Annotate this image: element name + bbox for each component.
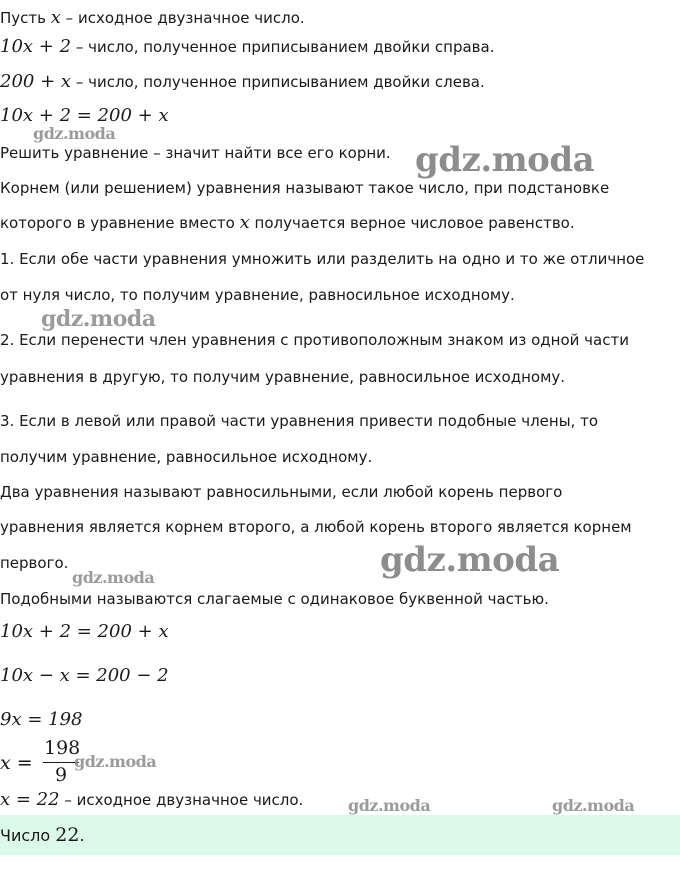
line-text: Пусть — [0, 9, 51, 27]
rule-1-line-1 — [0, 249, 644, 269]
solution-step-1 — [0, 622, 169, 642]
math-expression: 10x + 2 — [0, 36, 72, 57]
watermark: gdz.moda — [415, 140, 595, 180]
equation: 10x + 2 = 200 + x — [0, 105, 169, 126]
fraction-denominator: 9 — [55, 764, 68, 786]
line-text: Решить уравнение – значит найти все его корни. — [0, 144, 391, 162]
solution-result — [0, 790, 303, 810]
solution-step-3 — [0, 710, 83, 730]
definition-root-1 — [0, 178, 609, 198]
line-text: Корнем (или решением) уравнения называют такое число, при подстановке — [0, 179, 610, 197]
rule-2-line-2 — [0, 367, 565, 387]
line-text: 2. Если перенести член уравнения с противоположным знаком из одной части — [0, 331, 629, 349]
math-expression: 200 + x — [0, 71, 72, 92]
answer-end: . — [79, 826, 85, 845]
equation: 10x − x = 200 − 2 — [0, 665, 169, 686]
definition-root-2 — [0, 213, 575, 233]
line-text: – исходное двузначное число. — [60, 9, 305, 27]
line-text: 1. Если обе части уравнения умножить или разделить на одно и то же отличное — [0, 250, 645, 268]
line-text: первого. — [0, 554, 69, 572]
line-text: Два уравнения называют равносильными, если любой корень первого — [0, 483, 563, 501]
left-append-line — [0, 72, 485, 92]
rule-3-line-2 — [0, 447, 372, 467]
answer-value: 22 — [55, 824, 80, 846]
math-variable: x — [239, 212, 250, 233]
fraction-numerator: 198 — [44, 737, 81, 759]
equation: 10x + 2 = 200 + x — [0, 621, 169, 642]
answer-box — [0, 815, 680, 855]
equivalent-line-2 — [0, 517, 632, 537]
watermark: gdz.moda — [72, 568, 155, 587]
rule-2-line-1 — [0, 330, 629, 350]
watermark: gdz.moda — [74, 752, 157, 771]
watermark: gdz.moda — [33, 124, 116, 143]
right-append-line — [0, 37, 494, 57]
watermark: gdz.moda — [380, 540, 560, 580]
watermark: gdz.moda — [348, 796, 431, 815]
rule-3-line-1 — [0, 411, 598, 431]
watermark: gdz.moda — [552, 796, 635, 815]
equivalent-line-3 — [0, 553, 68, 573]
rule-1-line-2 — [0, 285, 515, 305]
watermark: gdz.moda — [41, 306, 156, 332]
answer-label: Число — [0, 826, 56, 845]
line-text: – исходное двузначное число. — [59, 791, 304, 809]
equation: 9x = 198 — [0, 709, 83, 730]
line-text: получим уравнение, равносильное исходному. — [0, 448, 373, 466]
equivalent-line-1 — [0, 482, 562, 502]
line-text: Подобными называются слагаемые с одинаковое буквенной частью. — [0, 590, 549, 608]
definition-solve — [0, 143, 391, 163]
line-text: от нуля число, то получим уравнение, равносильное исходному. — [0, 286, 515, 304]
similar-terms-line — [0, 589, 549, 609]
line-text: – число, полученное приписыванием двойки справа. — [71, 38, 495, 56]
equation-line — [0, 106, 169, 126]
line-text: которого в уравнение вместо — [0, 214, 240, 232]
line-text: получается верное числовое равенство. — [249, 214, 575, 232]
math-variable: x — [50, 7, 61, 28]
fraction-lhs: x = — [0, 752, 33, 774]
intro-line — [0, 8, 305, 28]
equation: x = 22 — [0, 789, 60, 810]
solution-step-2 — [0, 666, 169, 686]
answer-line — [0, 825, 85, 846]
line-text: – число, полученное приписыванием двойки слева. — [71, 73, 485, 91]
line-text: уравнения в другую, то получим уравнение, равносильное исходному. — [0, 368, 566, 386]
line-text: уравнения является корнем второго, а любой корень второго является корнем — [0, 518, 632, 536]
line-text: 3. Если в левой или правой части уравнения привести подобные члены, то — [0, 412, 599, 430]
